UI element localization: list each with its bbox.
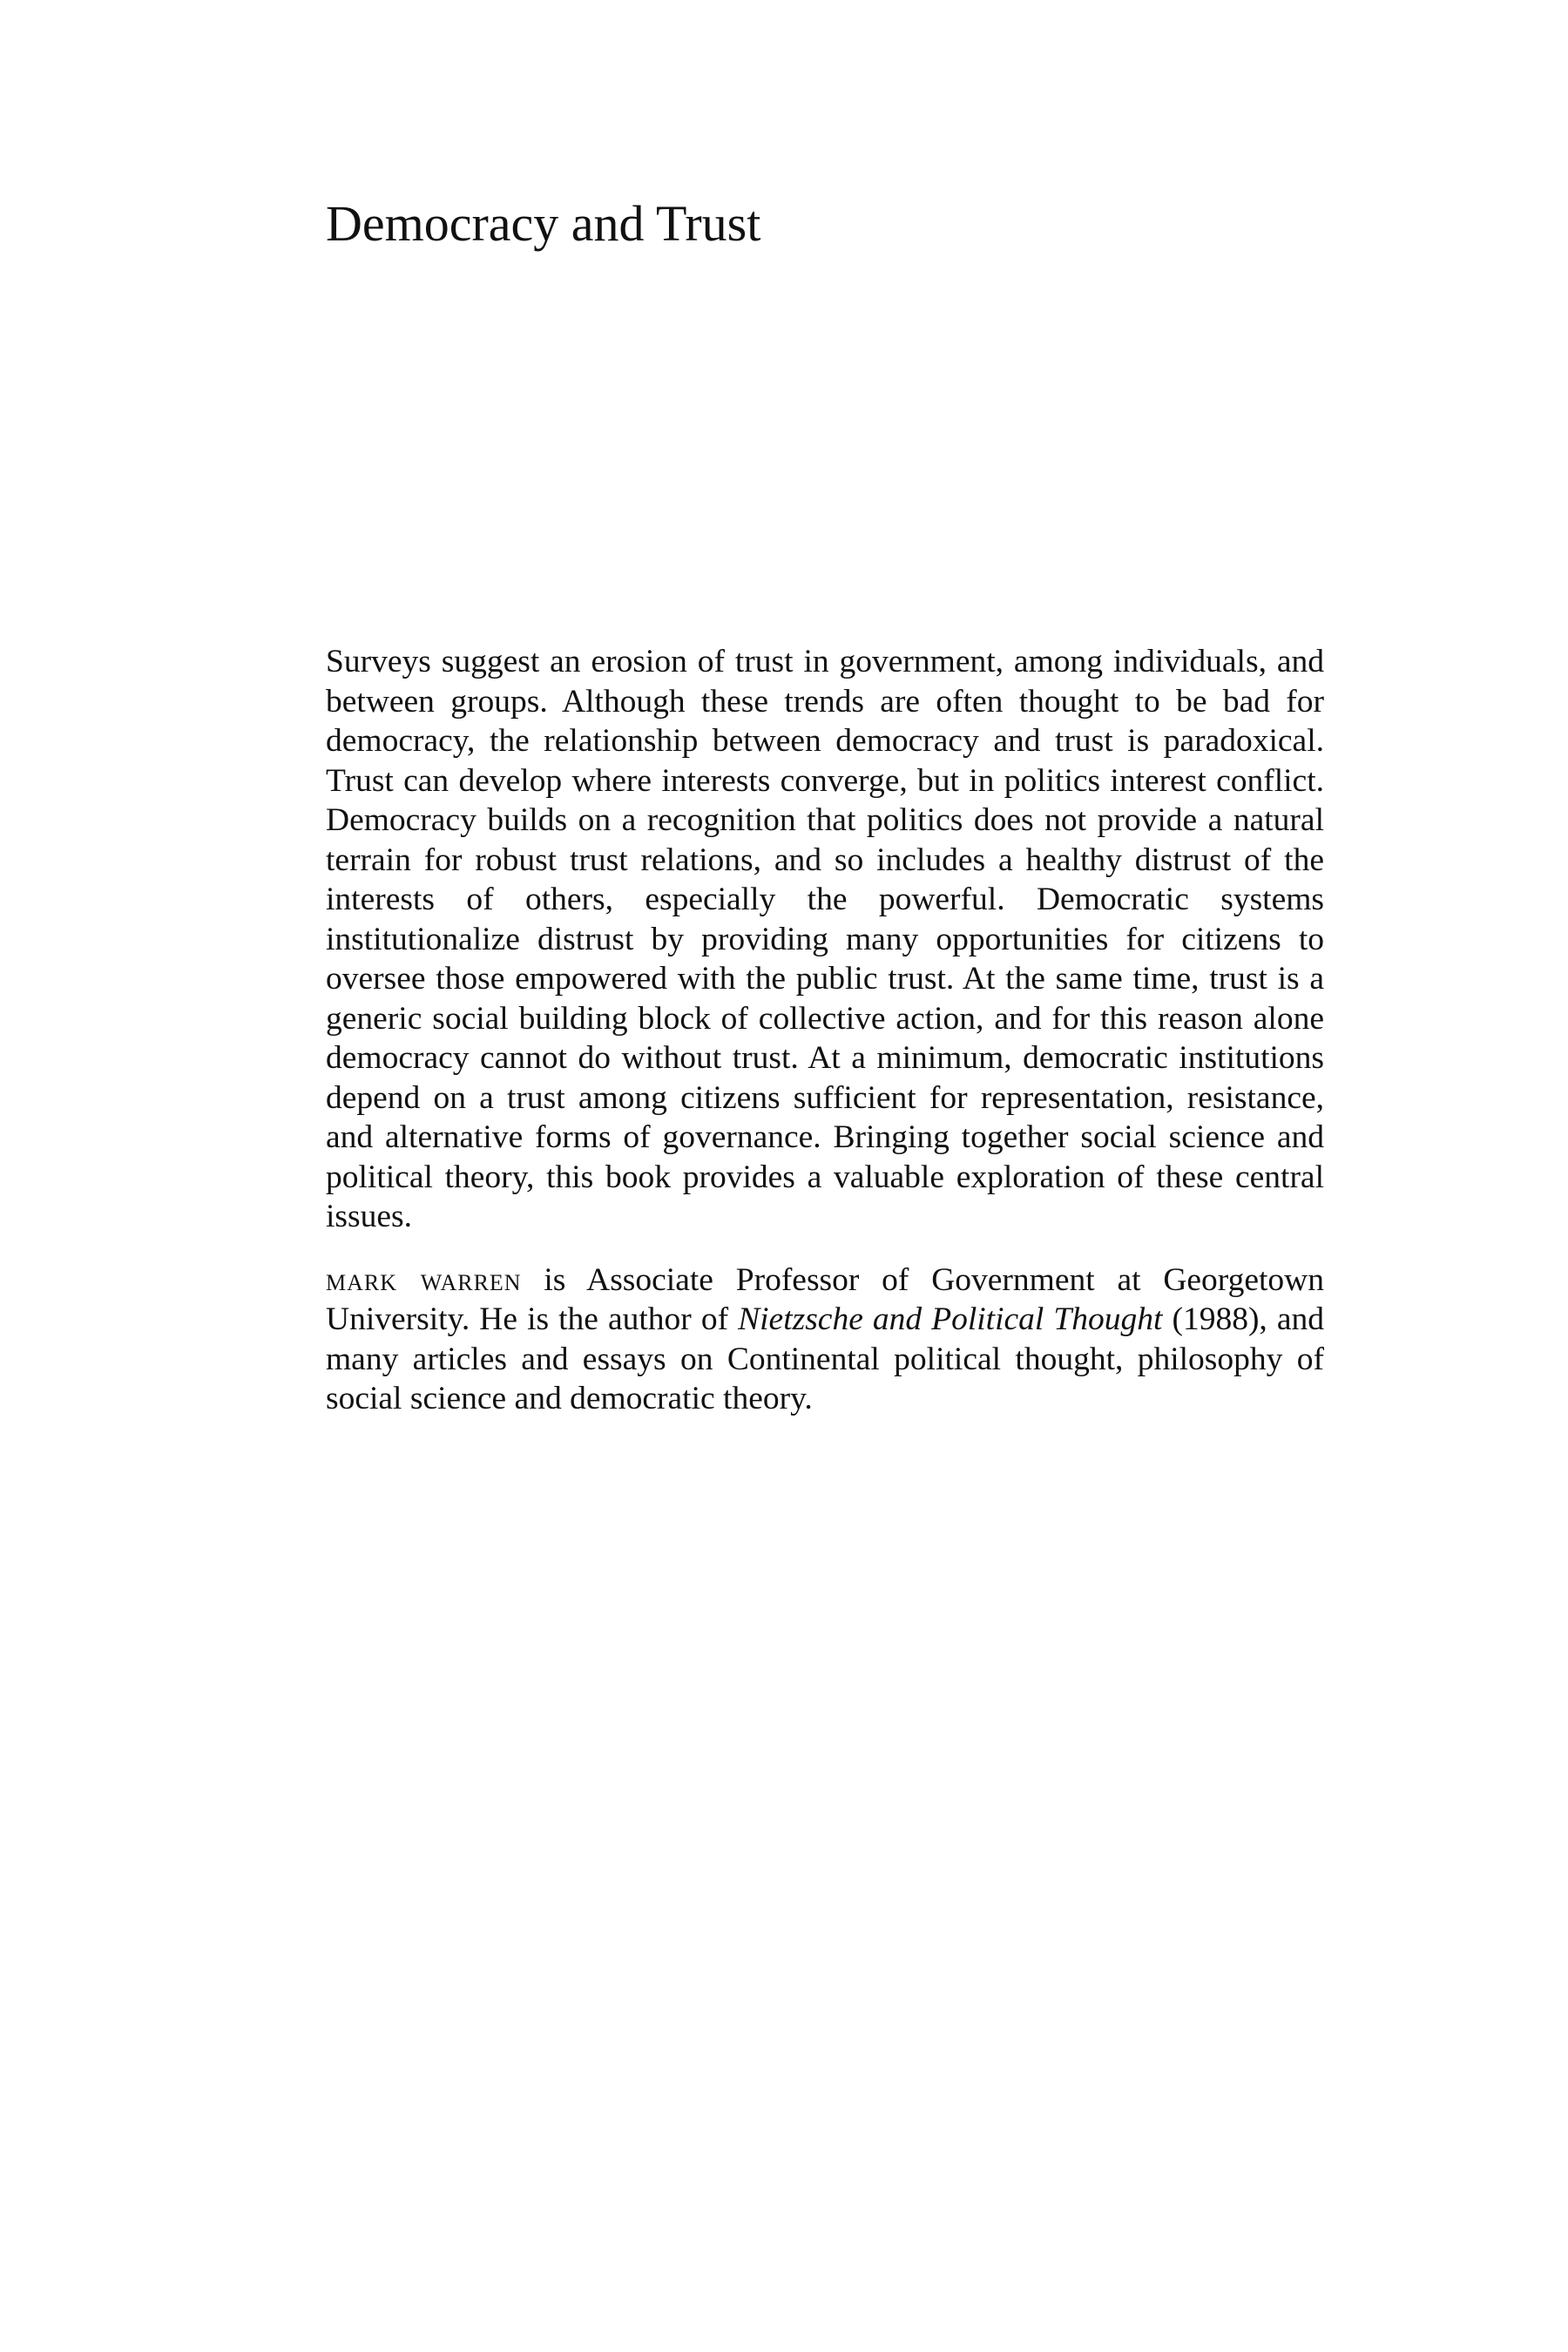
page-title: Democracy and Trust — [326, 195, 761, 252]
author-bio-text-end: (1988), and many articles and essays on Continental political thought, philosophy of social science and democratic theory. — [326, 1301, 1324, 1416]
author-bio-text: is Associate Professor of Government at Georgetown University. He is the author of — [326, 1261, 1324, 1337]
author-bio-paragraph — [326, 1260, 1324, 1419]
author-name: mark warren — [326, 1261, 522, 1298]
book-title: Nietzsche and Political Thought — [738, 1301, 1163, 1337]
blurb-paragraph: Surveys suggest an erosion of trust in government, among individuals, and between groups. Although these trends are often thought to be bad for democracy, the relationship between democracy and trust is paradoxical. Trust can develop where interests converge, but in politics interest conflict. Democracy builds on a recognition that politics does not provide a natural terrain for robust trust relations, and so includes a healthy distrust of the interests of others, especially the powerful. Democratic systems institutionalize distrust by providing many opportunities for citizens to oversee those empowered with the public trust. At the same time, trust is a generic social building block of collective action, and for this reason alone democracy cannot do without trust. At a minimum, democratic institutions depend on a trust among citizens sufficient for representation, resistance, and alternative forms of governance. Bringing together social science and political theory, this book provides a valuable exploration of these central issues. — [326, 644, 1324, 1234]
body-text — [326, 642, 1324, 1419]
